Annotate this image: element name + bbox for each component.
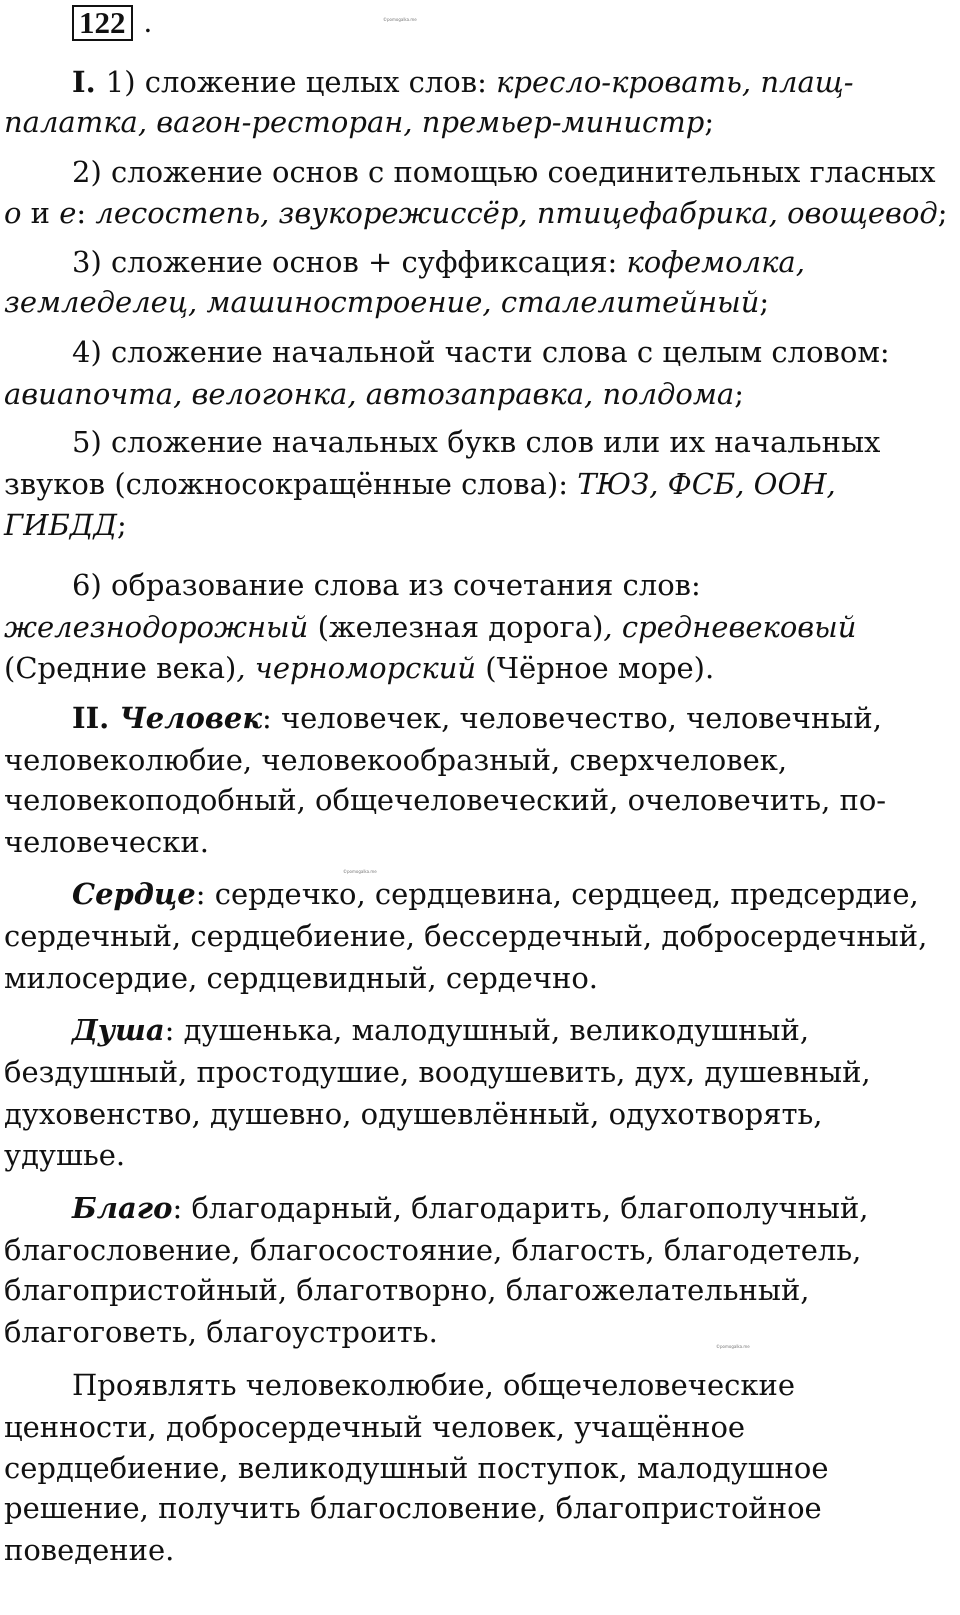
- text-run: Благо: [72, 1191, 173, 1225]
- text-run: 4) сложение начальной части слова с целым словом:: [72, 335, 890, 369]
- text-run: 2) сложение основ с помощью соединительных гласных: [72, 155, 936, 189]
- text-line: [4, 1270, 810, 1310]
- text-run: ;: [937, 196, 948, 230]
- text-line: [4, 740, 787, 780]
- text-run: I.: [72, 65, 106, 99]
- text-run: 5) сложение начальных букв слов или их начальных: [72, 425, 881, 459]
- text-line: [72, 242, 805, 282]
- text-run: 6) образование слова из сочетания слов:: [72, 568, 701, 602]
- text-run: Проявлять человеколюбие, общечеловеческие: [72, 1368, 795, 1402]
- text-run: бездушный, простодушие, воодушевить, дух, душевный,: [4, 1055, 871, 1089]
- text-run: 3) сложение основ + суффиксация:: [72, 245, 627, 279]
- text-line: [4, 464, 836, 504]
- text-line: [72, 62, 854, 102]
- text-run: кресло-кровать, плащ-: [496, 65, 854, 99]
- text-run: е: [59, 196, 77, 230]
- text-run: : душенька, малодушный, великодушный,: [164, 1013, 810, 1047]
- text-line: [72, 332, 890, 372]
- text-run: 1) сложение целых слов:: [105, 65, 497, 99]
- text-run: человекоподобный, общечеловеческий, очеловечить, по-: [4, 783, 887, 817]
- text-run: ;: [759, 285, 770, 319]
- text-run: благословение, благосостояние, благость, благодетель,: [4, 1233, 862, 1267]
- text-run: человеколюбие, человекообразный, сверхчеловек,: [4, 743, 788, 777]
- text-run: решение, получить благословение, благопристойное: [4, 1491, 822, 1525]
- text-run: II.: [72, 701, 120, 735]
- exercise-number-dot: .: [144, 4, 152, 39]
- text-run: ценности, добросердечный человек, учащённое: [4, 1410, 746, 1444]
- text-run: ТЮЗ, ФСБ, ООН,: [577, 467, 836, 501]
- text-line: [4, 1052, 871, 1092]
- text-line: [72, 874, 919, 914]
- text-run: авиапочта, велогонка, автозаправка, полдома: [4, 377, 735, 411]
- text-line: [4, 648, 714, 688]
- text-run: : сердечко, сердцевина, сердцеед, предсердие,: [195, 877, 919, 911]
- text-line: [4, 1230, 861, 1270]
- text-line: [4, 822, 209, 862]
- text-run: благопристойный, благотворно, благожелательный,: [4, 1273, 810, 1307]
- text-line: [4, 505, 127, 545]
- text-run: сердцебиение, великодушный поступок, малодушное: [4, 1451, 829, 1485]
- text-run: ГИБДД: [4, 508, 117, 542]
- exercise-number: 122: [72, 5, 133, 41]
- watermark: ©pomogalka.me: [383, 17, 417, 22]
- text-run: Сердце: [72, 877, 196, 911]
- text-run: удушье.: [4, 1138, 126, 1172]
- text-run: (Средние века): [4, 651, 237, 685]
- text-line: [72, 1188, 869, 1228]
- text-run: милосердие, сердцевидный, сердечно.: [4, 961, 599, 995]
- text-line: [72, 565, 701, 605]
- text-line: [4, 958, 598, 998]
- text-run: ;: [734, 377, 745, 411]
- text-line: [4, 193, 948, 233]
- text-run: лесостепь, звукорежиссёр, птицефабрика, овощевод: [95, 196, 938, 230]
- text-run: Человек: [119, 701, 262, 735]
- text-line: [4, 780, 886, 820]
- text-line: [4, 1094, 823, 1134]
- watermark: ©pomogalka.me: [716, 1344, 750, 1349]
- text-run: : благодарный, благодарить, благополучный,: [172, 1191, 869, 1225]
- text-line: [72, 152, 936, 192]
- text-run: сердечный, сердцебиение, бессердечный, добросердечный,: [4, 919, 928, 953]
- text-run: ;: [704, 105, 715, 139]
- text-line: [4, 374, 744, 414]
- text-run: ;: [116, 508, 127, 542]
- text-run: благоговеть, благоустроить.: [4, 1315, 438, 1349]
- watermark: ©pomogalka.me: [343, 869, 377, 874]
- text-line: [4, 1488, 822, 1528]
- text-run: о: [4, 196, 22, 230]
- text-run: палатка, вагон-ресторан, премьер-министр: [4, 105, 705, 139]
- text-run: поведение.: [4, 1533, 175, 1567]
- text-run: (Чёрное море).: [476, 651, 715, 685]
- text-run: Душа: [72, 1013, 165, 1047]
- text-line: [72, 698, 882, 738]
- text-line: [72, 422, 880, 462]
- text-line: [4, 102, 714, 142]
- text-run: кофемолка,: [626, 245, 805, 279]
- text-line: [4, 282, 769, 322]
- text-run: : человечек, человечество, человечный,: [261, 701, 882, 735]
- text-line: [4, 1135, 125, 1175]
- text-run: и: [21, 196, 60, 230]
- text-run: духовенство, душевно, одушевлённый, одухотворять,: [4, 1097, 823, 1131]
- text-run: железнодорожный: [4, 610, 309, 644]
- text-run: (железная дорога): [308, 610, 604, 644]
- text-run: человечески.: [4, 825, 209, 859]
- text-line: [4, 607, 856, 647]
- text-line: [72, 1010, 809, 1050]
- text-line: [72, 1365, 795, 1405]
- text-line: [4, 1312, 438, 1352]
- text-line: [4, 1448, 829, 1488]
- text-run: , черноморский: [236, 651, 477, 685]
- text-run: , средневековый: [603, 610, 857, 644]
- text-line: [4, 916, 927, 956]
- text-run: звуков (сложносокращённые слова):: [4, 467, 578, 501]
- text-run: земледелец, машиностроение, сталелитейный: [4, 285, 760, 319]
- text-run: :: [76, 196, 96, 230]
- text-line: [4, 1407, 745, 1447]
- text-line: [4, 1530, 174, 1570]
